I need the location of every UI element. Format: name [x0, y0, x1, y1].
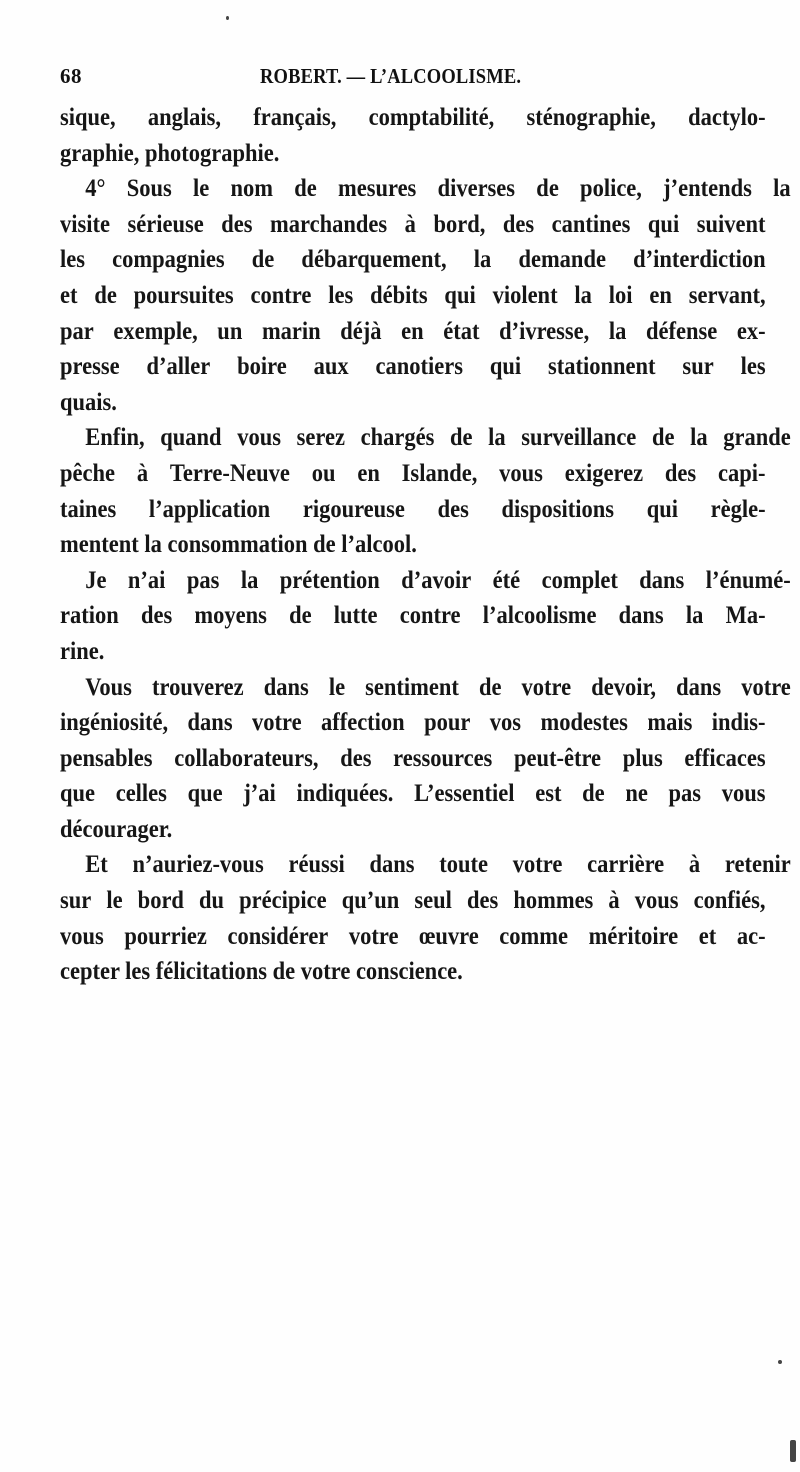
scan-speck [790, 1440, 796, 1462]
page-number: 68 [60, 64, 82, 88]
text-line: les compagnies de débarquement, la demande d’interdiction [60, 246, 766, 274]
text-line: rine. [60, 637, 105, 665]
text-line: sur le bord du précipice qu’un seul des hommes à vous confiés, [60, 887, 766, 915]
text-line: presse d’aller boire aux canotiers qui stationnent sur les [60, 353, 766, 381]
page-header [60, 64, 760, 92]
text-line: ingéniosité, dans votre affection pour vos modestes mais indis- [60, 709, 766, 737]
text-line: graphie, photographie. [60, 139, 280, 167]
running-title: ROBERT. — L’ALCOOLISME. [260, 64, 522, 88]
text-line: mentent la consommation de l’alcool. [60, 531, 417, 559]
text-line: pensables collaborateurs, des ressources peut-être plus efficaces [60, 744, 766, 772]
text-line: cepter les félicitations de votre conscience. [60, 958, 463, 986]
text-line: vous pourriez considérer votre œuvre comme méritoire et ac- [60, 922, 766, 950]
text-line: taines l’application rigoureuse des dispositions qui règle- [60, 495, 766, 523]
text-line: ration des moyens de lutte contre l’alcoolisme dans la Ma- [60, 602, 766, 630]
text-line: sique, anglais, français, comptabilité, sténographie, dactylo- [60, 104, 766, 131]
text-line: Je n’ai pas la prétention d’avoir été complet dans l’énumé- [85, 566, 791, 594]
text-line: et de poursuites contre les débits qui violent la loi en servant, [60, 281, 766, 309]
text-line: décourager. [60, 815, 173, 843]
text-line: Et n’auriez-vous réussi dans toute votre carrière à retenir [85, 851, 791, 879]
body-text [60, 100, 791, 990]
text-line: visite sérieuse des marchandes à bord, des cantines qui suivent [60, 210, 766, 238]
text-line: Enfin, quand vous serez chargés de la surveillance de la grande [85, 424, 791, 452]
text-line: 4° Sous le nom de mesures diverses de police, j’entends la [85, 175, 791, 203]
text-line: que celles que j’ai indiquées. L’essentiel est de ne pas vous [60, 780, 766, 808]
scan-speck [778, 1360, 782, 1364]
text-line: Vous trouverez dans le sentiment de votre devoir, dans votre [85, 673, 791, 701]
text-line: par exemple, un marin déjà en état d’ivresse, la défense ex- [60, 317, 766, 345]
scan-speck [226, 16, 229, 20]
text-line: pêche à Terre-Neuve ou en Islande, vous exigerez des capi- [60, 459, 766, 487]
text-line: quais. [60, 388, 117, 416]
